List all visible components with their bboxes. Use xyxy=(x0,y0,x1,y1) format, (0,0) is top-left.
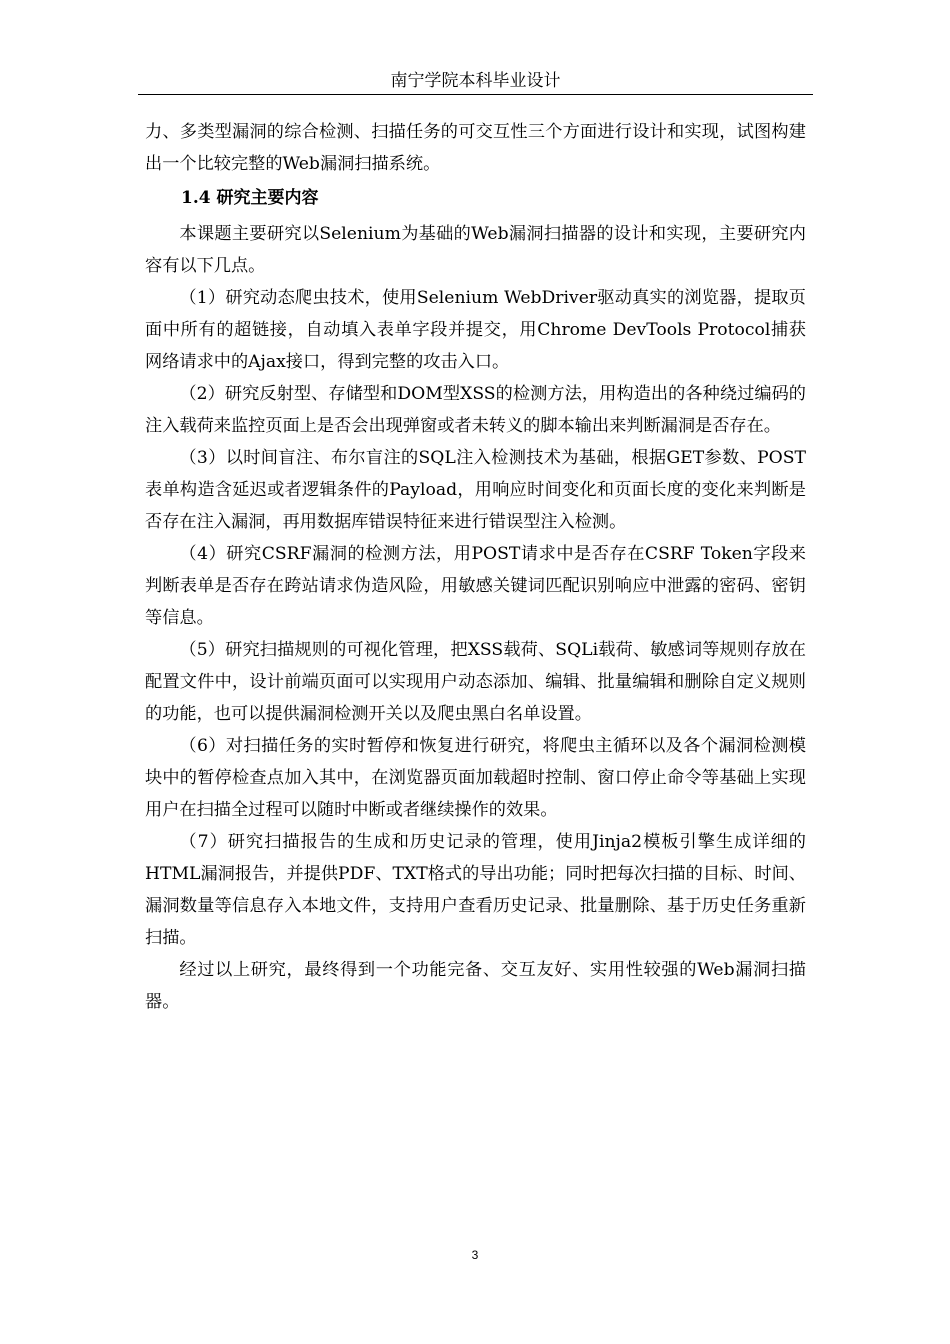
paragraph: （1）研究动态爬虫技术，使用Selenium WebDriver驱动真实的浏览器，提取页面中所有的超链接，自动填入表单字段并提交，用Chrome DevTools Protocol捕获网络请求中的Ajax接口，得到完整的攻击入口。 xyxy=(145,288,806,372)
document-body xyxy=(145,116,806,1018)
intro-continuation: 力、多类型漏洞的综合检测、扫描任务的可交互性三个方面进行设计和实现，试图构建出一个比较完整的Web漏洞扫描系统。 xyxy=(145,122,806,174)
paragraph: （3）以时间盲注、布尔盲注的SQL注入检测技术为基础，根据GET参数、POST表单构造含延迟或者逻辑条件的Payload，用响应时间变化和页面长度的变化来判断是否存在注入漏洞，再用数据库错误特征来进行错误型注入检测。 xyxy=(145,448,806,532)
paragraph: 经过以上研究，最终得到一个功能完备、交互友好、实用性较强的Web漏洞扫描器。 xyxy=(145,960,806,1012)
paragraph: （6）对扫描任务的实时暂停和恢复进行研究，将爬虫主循环以及各个漏洞检测模块中的暂停检查点加入其中，在浏览器页面加载超时控制、窗口停止命令等基础上实现用户在扫描全过程可以随时中断或者继续操作的效果。 xyxy=(145,736,806,820)
paragraph: （5）研究扫描规则的可视化管理，把XSS载荷、SQLi载荷、敏感词等规则存放在配置文件中，设计前端页面可以实现用户动态添加、编辑、批量编辑和删除自定义规则的功能，也可以提供漏洞检测开关以及爬虫黑白名单设置。 xyxy=(145,640,806,724)
header-rule xyxy=(138,94,813,95)
paragraph: （4）研究CSRF漏洞的检测方法，用POST请求中是否存在CSRF Token字段来判断表单是否存在跨站请求伪造风险，用敏感关键词匹配识别响应中泄露的密码、密钥等信息。 xyxy=(145,544,806,628)
section-heading: 1.4 研究主要内容 xyxy=(181,188,319,208)
paragraph: （7）研究扫描报告的生成和历史记录的管理，使用Jinja2模板引擎生成详细的HTML漏洞报告，并提供PDF、TXT格式的导出功能；同时把每次扫描的目标、时间、漏洞数量等信息存入本地文件，支持用户查看历史记录、批量删除、基于历史任务重新扫描。 xyxy=(145,832,806,948)
page-header-title: 南宁学院本科毕业设计 xyxy=(390,71,561,91)
page-number: 3 xyxy=(471,1248,479,1262)
paragraph: （2）研究反射型、存储型和DOM型XSS的检测方法，用构造出的各种绕过编码的注入载荷来监控页面上是否会出现弹窗或者未转义的脚本输出来判断漏洞是否存在。 xyxy=(145,384,806,436)
paragraph: 本课题主要研究以Selenium为基础的Web漏洞扫描器的设计和实现，主要研究内容有以下几点。 xyxy=(145,224,806,276)
